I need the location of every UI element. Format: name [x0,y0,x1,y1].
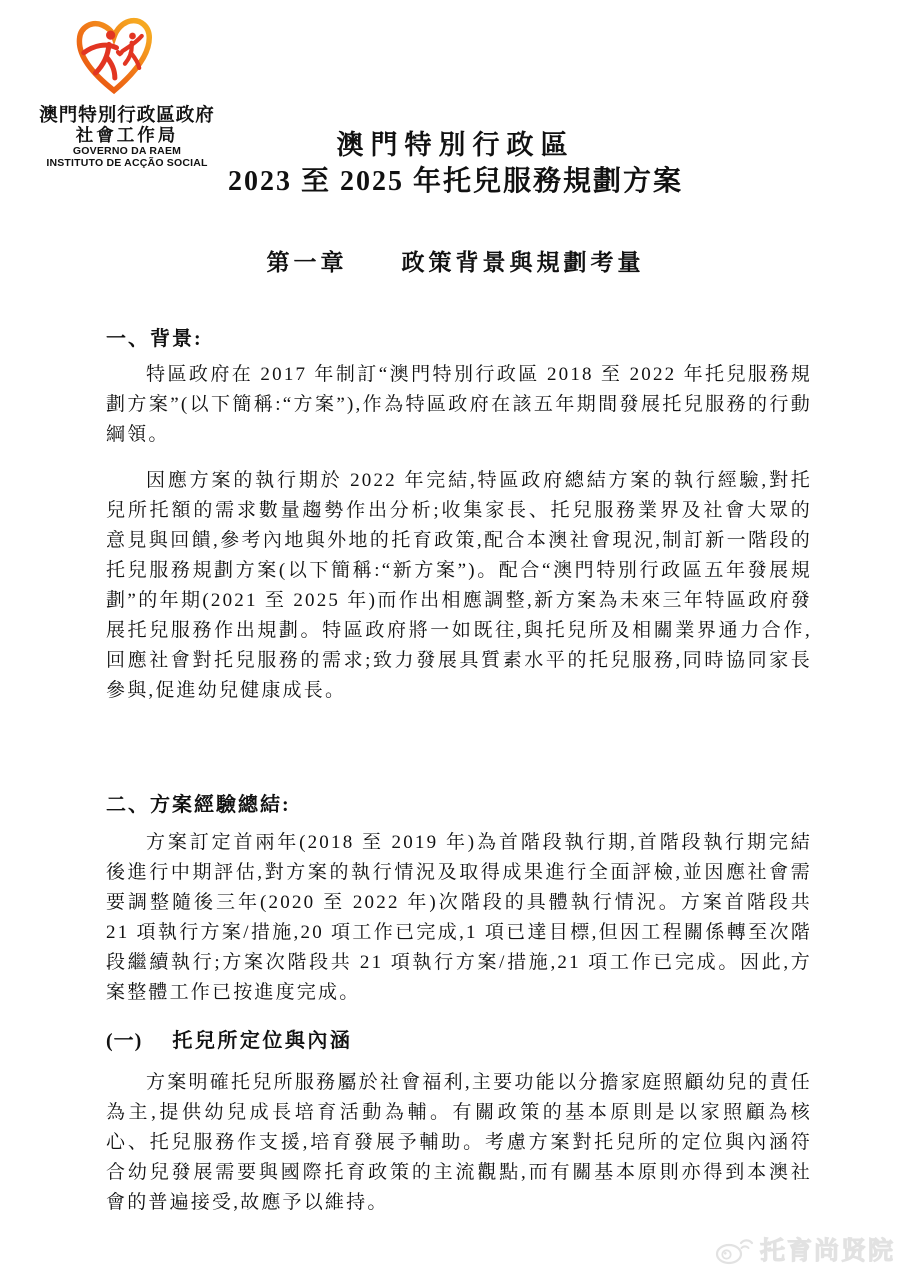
watermark [714,1231,895,1267]
document-title [0,127,911,201]
org-name-pt-line2: INSTITUTO DE ACÇÃO SOCIAL [46,157,208,169]
subsection-1-title: 托兒所定位與內涵 [172,1030,353,1052]
section-1-heading: 一、背景: [106,328,203,350]
subsection-1-heading [106,1024,352,1053]
chapter-heading: 第一章 政策背景與規劃考量 [266,250,645,275]
subsection-1-paragraph-1: 方案明確托兒所服務屬於社會福利,主要功能以分擔家庭照顧幼兒的責任為主,提供幼兒成長培育活動為輔。有關政策的基本原則是以家照顧為核心、托兒服務作支援,培育發展予輔助。考慮方案對托兒所的定位與內涵符合幼兒發展需要與國際托育政策的主流觀點,而有關基本原則亦得到本澳社會的普遍接受,故應予以維持。 [106,1072,812,1213]
section-1-paragraph-1: 特區政府在 2017 年制訂“澳門特別行政區 2018 至 2022 年托兒服務規劃方案”(以下簡稱:“方案”),作為特區政府在該五年期間發展托兒服務的行動綱領。 [106,364,812,445]
org-name-zh-line2: 社會工作局 [75,125,179,145]
subsection-1-number: (一) [106,1030,143,1052]
document-title-line2: 2023 至 2025 年托兒服務規劃方案 [227,166,683,197]
org-name-zh-line1: 澳門特別行政區政府 [39,104,215,125]
org-name-pt-line1: GOVERNO DA RAEM [72,145,182,157]
watermark-text: 托育尚贤院 [759,1237,895,1265]
section-1-paragraph-2: 因應方案的執行期於 2022 年完結,特區政府總結方案的執行經驗,對托兒所托額的需求數量趨勢作出分析;收集家長、托兒服務業界及社會大眾的意見與回饋,參考內地與外地的托育政策,配合本澳社會現況,制訂新一階段的托兒服務規劃方案(以下簡稱:“新方案”)。配合“澳門特別行政區五年發展規劃”的年期(2021 至 2025 年)而作出相應調整,新方案為未來三年特區政府發展托兒服務作出規劃。特區政府將一如既往,與托兒所及相關業界通力合作,回應社會對托兒服務的需求;致力發展具質素水平的托兒服務,同時協同家長參與,促進幼兒健康成長。 [106,470,812,701]
section-2-paragraph-1: 方案訂定首兩年(2018 至 2019 年)為首階段執行期,首階段執行期完結後進行中期評估,對方案的執行情況及取得成果進行全面評檢,並因應社會需要調整隨後三年(2020 至 2022 年)次階段的具體執行情況。方案首階段共 21 項執行方案/措施,20 項工作已完成,1 項已達目標,但因工程關係轉至次階段繼續執行;方案次階段共 21 項執行方案/措施,21 項工作已完成。因此,方案整體工作已按進度完成。 [106,832,812,1003]
section-2-heading: 二、方案經驗總結: [106,794,291,816]
weibo-icon [714,1233,754,1265]
heart-logo-icon [72,14,156,100]
document-title-line1: 澳門特別行政區 [336,130,575,160]
